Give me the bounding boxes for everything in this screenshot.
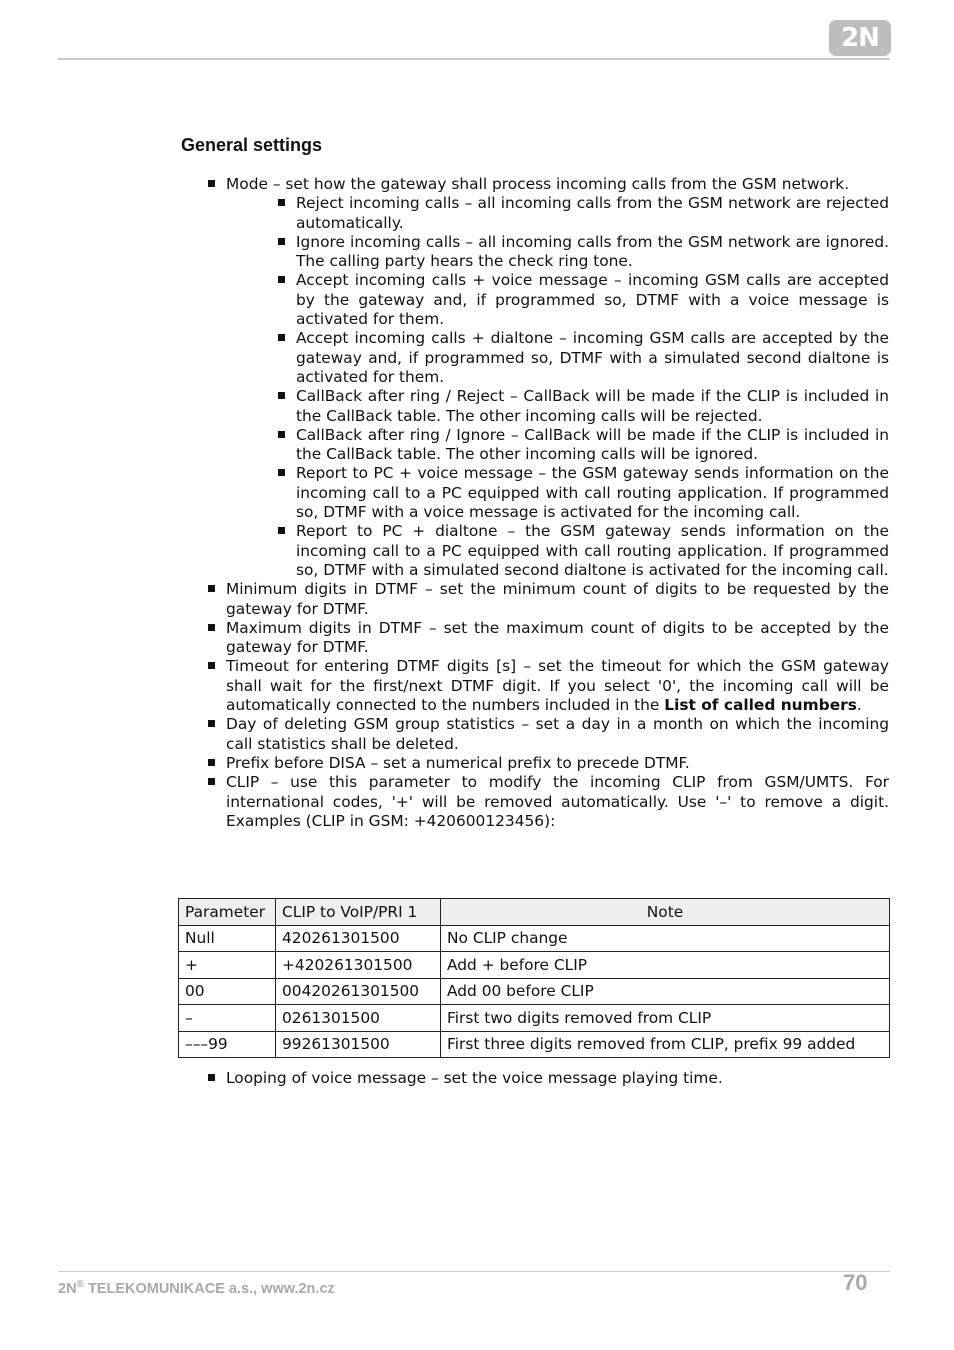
table-cell: – [179, 1005, 276, 1032]
table-cell: Null [179, 925, 276, 952]
list-item-text: Minimum digits in DTMF – set the minimum count of digits to be requested by the gateway for DTMF. [226, 580, 889, 618]
list-item-text: Report to PC + dialtone – the GSM gateway sends information on the incoming call to a PC equipped with call routing application. If programmed so, DTMF with a simulated second dialtone is activated for the incoming call. [296, 522, 889, 579]
list-item-tail: . [856, 696, 862, 715]
table-cell: First two digits removed from CLIP [441, 1005, 890, 1032]
list-item-timeout [205, 657, 889, 715]
list-item-text: Prefix before DISA – set a numerical prefix to precede DTMF. [226, 753, 690, 772]
registered-mark: ® [76, 1279, 84, 1290]
column-header-note: Note [441, 899, 890, 926]
after-table-list-container [205, 1069, 889, 1088]
list-item-text: CallBack after ring / Reject – CallBack will be made if the CLIP is included in the CallBack table. The other incoming calls will be rejected. [296, 387, 889, 425]
mode-options-list [226, 194, 889, 580]
table-cell: 00420261301500 [276, 978, 441, 1005]
list-item [275, 426, 889, 465]
footer-company-prefix: 2N [58, 1280, 77, 1297]
list-item [275, 233, 889, 272]
list-item-text: Ignore incoming calls – all incoming calls from the GSM network are ignored. The calling party hears the check ring tone. [296, 232, 889, 271]
list-item-text: Mode – set how the gateway shall process incoming calls from the GSM network. [226, 175, 850, 193]
list-item-text: Reject incoming calls – all incoming calls from the GSM network are rejected automatically. [296, 194, 889, 232]
column-header-parameter: Parameter [179, 899, 276, 926]
clip-examples-table [178, 898, 890, 1058]
table-cell: 00 [179, 978, 276, 1005]
section-title: General settings [181, 135, 323, 155]
table-row [179, 1005, 890, 1032]
list-item-clip [205, 773, 889, 831]
column-header-clip: CLIP to VoIP/PRI 1 [276, 899, 441, 926]
table-cell: Add + before CLIP [441, 952, 890, 979]
footer-company [58, 1279, 335, 1297]
list-item [275, 329, 889, 387]
list-item-text: CallBack after ring / Ignore – CallBack will be made if the CLIP is included in the CallBack table. The other incoming calls will be ignored. [296, 425, 889, 464]
list-item-text: Day of deleting GSM group statistics – set a day in a month on which the incoming call statistics shall be deleted. [226, 715, 889, 753]
list-item [275, 271, 889, 329]
list-item [275, 387, 889, 426]
table-row [179, 925, 890, 952]
list-item-text: CLIP – use this parameter to modify the incoming CLIP from GSM/UMTS. For international codes, '+' will be removed automatically. Use '–' to remove a digit. Examples (CLIP in GSM: +420600123456): [226, 773, 889, 830]
brand-logo: 2N [829, 20, 891, 56]
page-number: 70 [843, 1270, 868, 1295]
list-item-text: Looping of voice message – set the voice message playing time. [226, 1069, 723, 1087]
header-rule [58, 58, 890, 60]
footer-company-rest: TELEKOMUNIKACE a.s., www.2n.cz [83, 1280, 335, 1297]
list-of-called-numbers-reference: List of called numbers [664, 696, 857, 715]
table-cell: +420261301500 [276, 952, 441, 979]
table-cell: + [179, 952, 276, 979]
table-row [179, 978, 890, 1005]
list-item-text: Report to PC + voice message – the GSM gateway sends information on the incoming call to a PC equipped with call routing application. If programmed so, DTMF with a voice message is activated for the incoming call. [296, 464, 889, 522]
list-item-text: Accept incoming calls + voice message – incoming GSM calls are accepted by the gateway and, if programmed so, DTMF with a voice message is activated for them. [296, 271, 889, 329]
list-item [275, 464, 889, 522]
settings-list-container [205, 175, 889, 831]
table-cell: 420261301500 [276, 925, 441, 952]
list-item-text: Timeout for entering DTMF digits [s] – set the timeout for which the GSM gateway shall wait for the first/next DTMF digit. If you select '0', the incoming call will be automatically connected to the numbers included in the [226, 657, 889, 715]
list-item-looping-voice-message [205, 1069, 889, 1088]
list-item [275, 522, 889, 580]
list-item-text: Maximum digits in DTMF – set the maximum count of digits to be accepted by the gateway for DTMF. [226, 618, 889, 657]
table-cell: First three digits removed from CLIP, prefix 99 added [441, 1031, 890, 1058]
table-cell: 99261301500 [276, 1031, 441, 1058]
list-item-text: Accept incoming calls + dialtone – incoming GSM calls are accepted by the gateway and, if programmed so, DTMF with a simulated second dialtone is activated for them. [296, 329, 889, 386]
table-cell: No CLIP change [441, 925, 890, 952]
list-item-max-digits [205, 619, 889, 658]
table-header-row [179, 899, 890, 926]
footer-rule [58, 1271, 890, 1272]
list-item-min-digits [205, 580, 889, 619]
table-cell: Add 00 before CLIP [441, 978, 890, 1005]
list-item-mode [205, 175, 889, 580]
settings-list [205, 175, 889, 831]
table-row [179, 1031, 890, 1058]
table-cell: –––99 [179, 1031, 276, 1058]
table-cell: 0261301500 [276, 1005, 441, 1032]
table-row [179, 952, 890, 979]
after-table-list [205, 1069, 889, 1088]
list-item-delete-stats-day [205, 715, 889, 754]
list-item-prefix-before-disa [205, 754, 889, 773]
list-item [275, 194, 889, 233]
